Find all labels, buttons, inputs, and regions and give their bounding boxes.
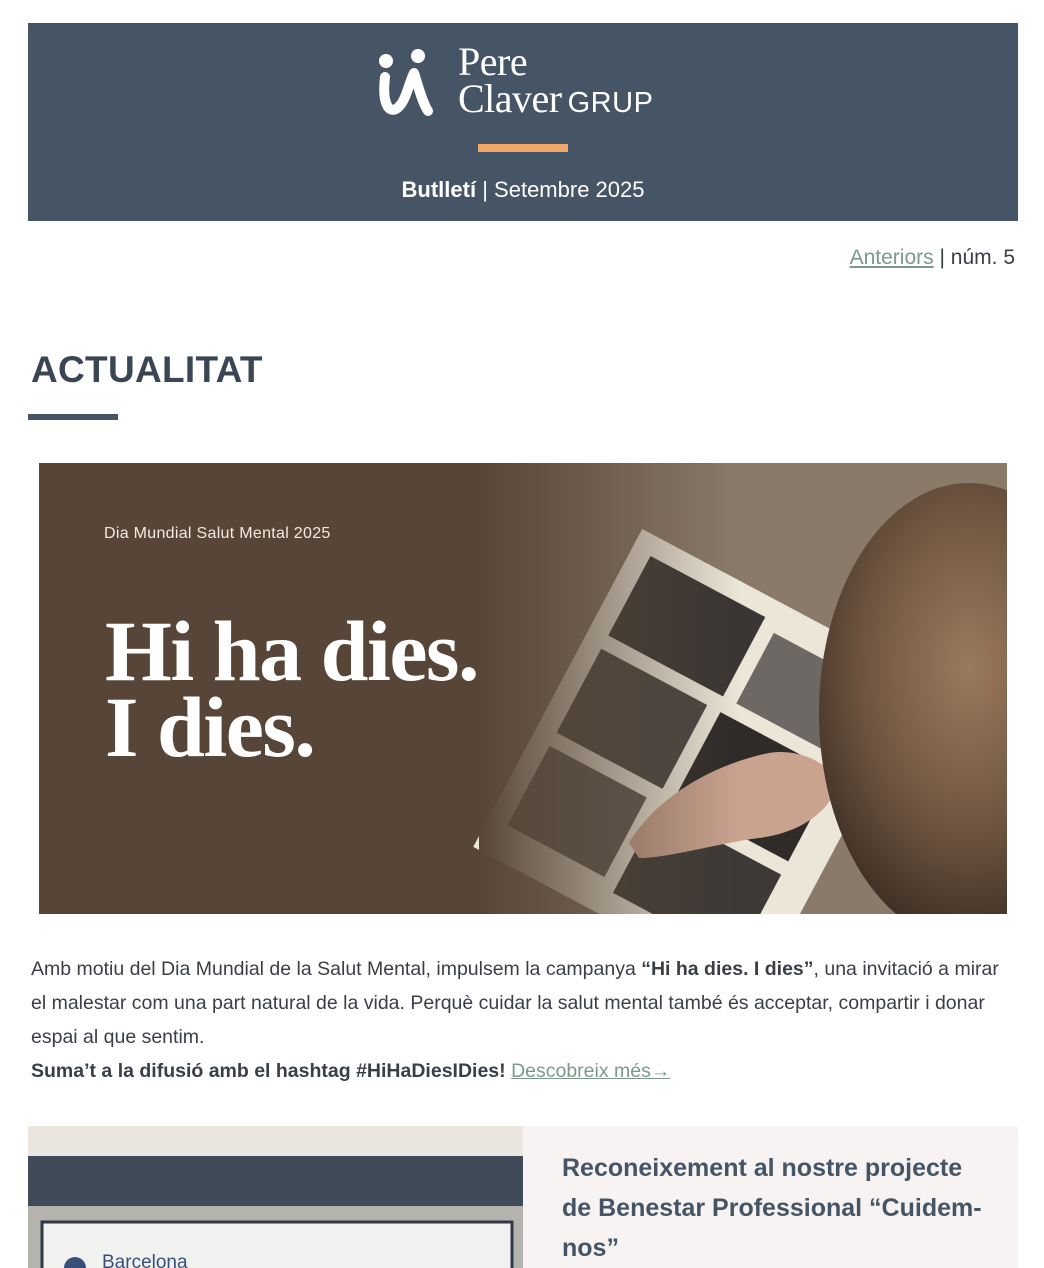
article-paragraph: [31, 952, 1016, 1088]
campaign-banner[interactable]: [39, 463, 1007, 914]
header-accent-bar: [478, 144, 568, 152]
brand-line-2: Claver: [458, 76, 562, 121]
card-title[interactable]: Reconeixement al nostre projecte de Benestar Professional “Cuidem-nos”: [562, 1154, 982, 1262]
cta-text: Suma’t a la difusió amb el hashtag #HiHaDiesIDies!: [31, 1060, 506, 1082]
brand-name: [458, 39, 654, 122]
previous-issues-link[interactable]: Anteriors: [849, 246, 934, 269]
brand-line-1: Pere: [458, 39, 528, 84]
bulletin-date: Setembre 2025: [494, 177, 645, 202]
card-photo-image: [28, 1126, 523, 1268]
card-photo-sign-text: Barcelona: [102, 1252, 188, 1268]
campaign-name: “Hi ha dies. I dies”: [641, 958, 814, 980]
bulletin-label: Butlletí: [401, 177, 477, 202]
discover-more-link[interactable]: Descobreix més→: [511, 1060, 671, 1082]
issue-number: núm. 5: [950, 246, 1015, 269]
pere-claver-logo-icon: [376, 47, 436, 117]
section-title: ACTUALITAT: [31, 349, 263, 390]
issue-separator: |: [939, 246, 945, 269]
banner-kicker: Dia Mundial Salut Mental 2025: [104, 525, 331, 542]
banner-title-line-2: I dies.: [105, 679, 315, 775]
section-underline: [28, 414, 118, 420]
bulletin-separator: |: [482, 177, 488, 202]
newsletter-header: [28, 23, 1018, 221]
brand-suffix: GRUP: [567, 87, 654, 119]
bulletin-line: [28, 177, 1018, 203]
banner-title: [105, 603, 478, 775]
article-text-before: Amb motiu del Dia Mundial de la Salut Mental, impulsem la campanya: [31, 958, 642, 980]
card-content[interactable]: [523, 1126, 1018, 1268]
banner-title-line-1: Hi ha dies.: [105, 603, 478, 699]
issue-info: [850, 246, 1015, 270]
card-photo[interactable]: [28, 1126, 523, 1268]
article-text-after: , una invitació a mirar el malestar com una part natural de la vida. Perquè cuidar la salut mental també és acceptar, compartir i donar espai al que sentim.: [31, 958, 999, 1048]
